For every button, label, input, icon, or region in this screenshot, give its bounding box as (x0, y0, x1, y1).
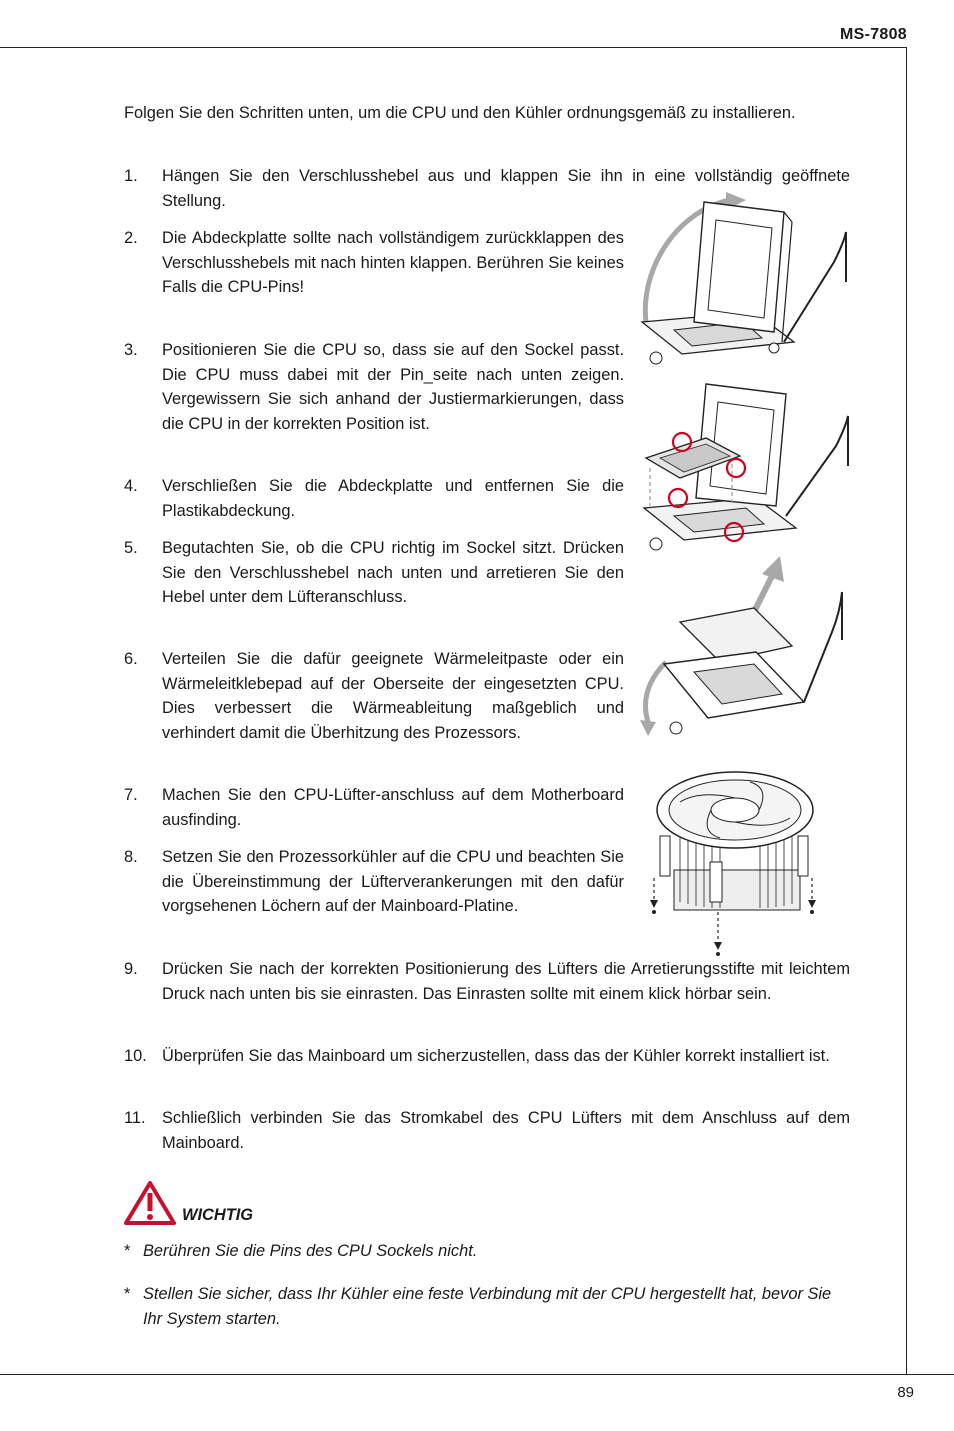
footer-rule (0, 1374, 954, 1375)
step-number: 9. (124, 960, 138, 978)
step-text: Begutachten Sie, ob die CPU richtig im Sockel sitzt. Drücken Sie den Verschlusshebel nach unten und arretieren Sie den Hebel unter dem Lüfteranschluss. (162, 539, 624, 606)
step-text: Verschließen Sie die Abdeckplatte und entfernen Sie die Plastikabdeckung. (162, 477, 624, 520)
step-number: 2. (124, 229, 138, 247)
bullet-asterisk: * (124, 1285, 131, 1303)
step-number: 4. (124, 477, 138, 495)
cpu-placement-illustration (636, 376, 856, 556)
warning-triangle-icon (124, 1180, 176, 1226)
step-number: 7. (124, 786, 138, 804)
cooler-install-illustration (640, 762, 830, 962)
header-rule (0, 47, 907, 48)
step-text: Verteilen Sie die dafür geeignete Wärmeleitpaste oder ein Wärmeleitklebepad auf der Oberseite der eingesetzten CPU. Dies verbessert die Wärmeableitung maßgeblich und verhindert damit die Überhitzung des Prozessors. (162, 650, 624, 742)
step-text: Schließlich verbinden Sie das Stromkabel des CPU Lüfters mit dem Anschluss auf dem Mainboard. (162, 1109, 850, 1152)
step-text: Setzen Sie den Prozessorkühler auf die CPU und beachten Sie die Übereinstimmung der Lüfterverankerungen mit den dafür vorgsehenen Löchern auf der Mainboard-Platine. (162, 848, 624, 915)
step-number: 11. (124, 1109, 146, 1127)
step-text: Machen Sie den CPU-Lüfter-anschluss auf dem Motherboard ausfinding. (162, 786, 624, 829)
step-number: 5. (124, 539, 138, 557)
step-number: 10. (124, 1047, 147, 1065)
step-number: 8. (124, 848, 138, 866)
bullet-asterisk: * (124, 1242, 131, 1260)
note-text: Stellen Sie sicher, dass Ihr Kühler eine feste Verbindung mit der CPU hergestellt hat, bevor Sie Ihr System starten. (143, 1285, 832, 1328)
important-title: WICHTIG (182, 1206, 254, 1224)
step-text: Drücken Sie nach der korrekten Positionierung des Lüfters die Arretierungsstifte mit leichtem Druck nach unten bis sie einrasten. Das Einrasten sollte mit einem klick hörbar sein. (162, 960, 850, 1003)
socket-open-lever-illustration (634, 192, 854, 370)
intro-paragraph: Folgen Sie den Schritten unten, um die CPU und den Kühler ordnungsgemäß zu installieren. (124, 104, 796, 122)
step-number: 6. (124, 650, 138, 668)
model-label: MS-7808 (839, 26, 907, 43)
step-text: Die Abdeckplatte sollte nach vollständigem zurückklappen des Verschlusshebels mit nach hinten klappen. Berühren Sie keines Falls die CPU-Pins! (162, 229, 624, 296)
step-text: Überprüfen Sie das Mainboard um sicherzustellen, dass das der Kühler korrekt installiert ist. (162, 1047, 830, 1065)
right-margin-rule (906, 47, 907, 1375)
note-text: Berühren Sie die Pins des CPU Sockels nicht. (143, 1242, 478, 1260)
step-text: Positionieren Sie die CPU so, dass sie auf den Sockel passt. Die CPU muss dabei mit der Pin_seite nach unten zeigen. Vergewissern Sie sich anhand der Justiermarkierungen, dass die CPU in der korrekten Position ist. (162, 341, 624, 433)
page-number: 89 (897, 1384, 914, 1401)
step-text: Hängen Sie den Verschlusshebel aus und klappen Sie ihn in eine vollständig geöffnete Stellung. (162, 167, 850, 210)
step-number: 1. (124, 167, 138, 185)
step-number: 3. (124, 341, 138, 359)
load-plate-close-illustration (636, 552, 856, 760)
